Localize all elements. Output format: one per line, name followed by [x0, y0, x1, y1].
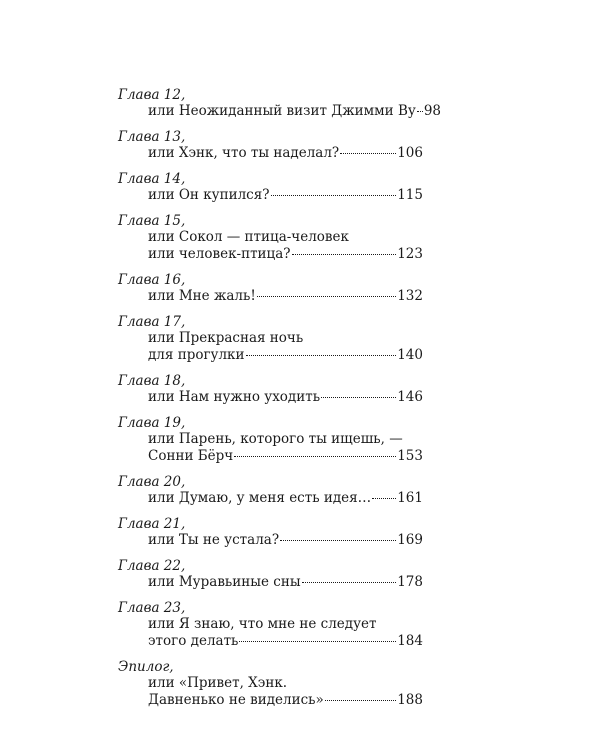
chapter-title-text: Давненько не виделись» — [148, 692, 324, 708]
chapter-title-line — [118, 229, 423, 246]
page-number: 123 — [397, 246, 423, 262]
chapter-title-line — [118, 490, 423, 507]
chapter-label: Глава 15, — [118, 213, 186, 229]
chapter-title-text: или Мне жаль! — [148, 288, 256, 304]
dot-leader — [340, 153, 396, 154]
toc-entry — [118, 474, 423, 507]
dot-leader — [239, 641, 396, 642]
page-number: 184 — [397, 633, 423, 649]
page-number: 115 — [397, 187, 423, 203]
toc-entry — [118, 415, 423, 465]
chapter-label: Глава 22, — [118, 558, 186, 574]
chapter-title-line — [118, 675, 423, 692]
table-of-contents — [118, 87, 442, 718]
chapter-title-text: или Муравьиные сны — [148, 574, 301, 590]
chapter-label: Глава 16, — [118, 272, 186, 288]
chapter-label: Глава 18, — [118, 373, 186, 389]
toc-entry — [118, 272, 423, 305]
chapter-label: Глава 13, — [118, 129, 186, 145]
chapter-title-text: или Прекрасная ночь — [148, 330, 304, 346]
chapter-title-line — [118, 330, 423, 347]
dot-leader — [302, 582, 397, 583]
chapter-title-line — [118, 145, 423, 162]
toc-entry — [118, 314, 423, 364]
page-number: 153 — [397, 448, 423, 464]
chapter-title-text: или Нам нужно уходить — [148, 389, 321, 405]
chapter-label: Глава 17, — [118, 314, 186, 330]
page-number: 161 — [397, 490, 423, 506]
chapter-title-text: Сонни Бёрч — [148, 448, 234, 464]
toc-entry — [118, 600, 423, 650]
page-number: 146 — [397, 389, 423, 405]
chapter-title-text: или Ты не устала? — [148, 532, 280, 548]
toc-list — [118, 87, 442, 709]
chapter-title-line — [118, 692, 423, 709]
toc-entry — [118, 129, 423, 162]
chapter-title-text: или «Привет, Хэнк. — [148, 675, 288, 691]
page-number: 140 — [397, 347, 423, 363]
chapter-title-text: этого делать — [148, 633, 239, 649]
toc-entry — [118, 659, 423, 709]
toc-entry — [118, 213, 423, 263]
toc-entry — [118, 87, 442, 120]
chapter-label: Глава 21, — [118, 516, 186, 532]
chapter-label: Глава 20, — [118, 474, 186, 490]
chapter-title-line — [118, 633, 423, 650]
chapter-title-text: или Парень, которого ты ищешь, — — [148, 431, 403, 447]
dot-leader — [417, 111, 423, 112]
toc-entry — [118, 373, 423, 406]
page-number: 188 — [397, 692, 423, 708]
chapter-title-line — [118, 616, 423, 633]
dot-leader — [372, 498, 396, 499]
toc-entry — [118, 171, 423, 204]
chapter-title-line — [118, 389, 423, 406]
chapter-title-text: или человек-птица? — [148, 246, 291, 262]
dot-leader — [271, 195, 397, 196]
chapter-title-text: или Сокол — птица-человек — [148, 229, 349, 245]
chapter-title-line — [118, 288, 423, 305]
chapter-title-text: или Он купился? — [148, 187, 270, 203]
toc-entry — [118, 516, 423, 549]
chapter-title-line — [118, 347, 423, 364]
chapter-title-line — [118, 532, 423, 549]
toc-entry — [118, 558, 423, 591]
dot-leader — [280, 540, 396, 541]
chapter-title-line — [118, 246, 423, 263]
chapter-title-text: или Я знаю, что мне не следует — [148, 616, 377, 632]
chapter-title-line — [118, 187, 423, 204]
chapter-title-text: или Неожиданный визит Джимми Ву — [148, 103, 416, 119]
chapter-title-line — [118, 431, 423, 448]
page-number: 132 — [397, 288, 423, 304]
chapter-label: Глава 12, — [118, 87, 186, 103]
chapter-label: Эпилог, — [118, 659, 174, 675]
chapter-title-line — [118, 103, 442, 120]
dot-leader — [321, 397, 396, 398]
chapter-title-text: или Хэнк, что ты наделал? — [148, 145, 340, 161]
page-number: 178 — [397, 574, 423, 590]
page-number: 98 — [423, 103, 442, 119]
chapter-label: Глава 14, — [118, 171, 186, 187]
page-number: 169 — [397, 532, 423, 548]
chapter-title-line — [118, 574, 423, 591]
dot-leader — [292, 254, 397, 255]
chapter-title-text: для прогулки — [148, 347, 245, 363]
dot-leader — [257, 296, 396, 297]
chapter-title-text: или Думаю, у меня есть идея… — [148, 490, 372, 506]
dot-leader — [325, 700, 396, 701]
chapter-label: Глава 19, — [118, 415, 186, 431]
chapter-label: Глава 23, — [118, 600, 186, 616]
chapter-title-line — [118, 448, 423, 465]
dot-leader — [246, 355, 397, 356]
dot-leader — [234, 456, 396, 457]
page-number: 106 — [397, 145, 423, 161]
